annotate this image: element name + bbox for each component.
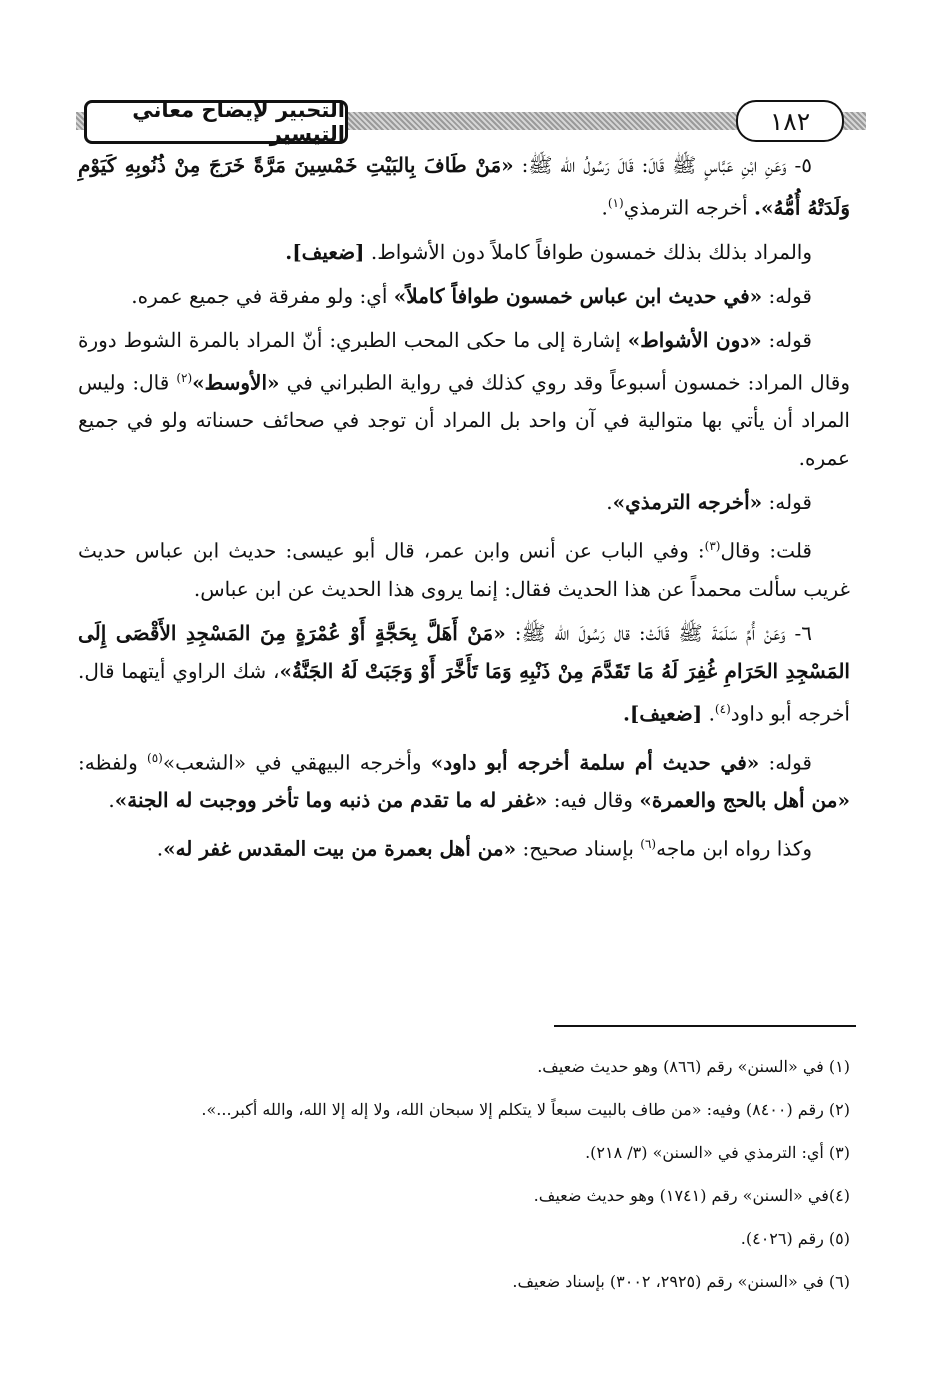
footnotes bbox=[78, 1055, 850, 1313]
punctuation: . bbox=[601, 195, 608, 220]
commentary-text: وأخرجه البيهقي في «الشعب» bbox=[162, 750, 422, 775]
commentary-paragraph bbox=[78, 825, 850, 868]
footnote-6: (٦) في «السنن» رقم (٢٩٢٥، ٣٠٠٢) بإسناد ضعيف. bbox=[512, 1272, 850, 1291]
commentary-quote: «الأوسط» bbox=[192, 370, 280, 395]
footnote-ref: (٤) bbox=[714, 701, 731, 716]
page-header bbox=[76, 98, 866, 144]
commentary-text: قال: وليس المراد أن يأتي بها متوالية في آن واحد بل المراد أن توجد في صحائف حسناته ولو في جميع عمره. bbox=[78, 370, 850, 471]
hadith-paragraph-5 bbox=[78, 146, 850, 227]
commentary-text: وقال فيه: bbox=[553, 788, 633, 813]
footnote-ref: (٦) bbox=[640, 837, 657, 852]
commentary-quote: «غفر له ما تقدم من ذنبه وما تأخر ووجبت له الجنة» bbox=[114, 788, 548, 813]
explanation-paragraph bbox=[78, 233, 850, 271]
hadith-text: «مَنْ طَافَ بِالبَيْتِ خَمْسِينَ مَرَّةً خَرَجَ مِنْ ذُنُوبِهِ كَيَوْمِ وَلَدَتْهُ أُمُّهُ». bbox=[78, 153, 850, 220]
footnote-ref: (١) bbox=[607, 196, 624, 210]
book-title: التحبير لإيضاح معاني التيسير bbox=[84, 100, 348, 144]
footnote-ref: (٥) bbox=[147, 750, 163, 765]
explanation-text: والمراد بذلك بذلك خمسون طوافاً كاملاً دون الأشواط. bbox=[370, 239, 812, 264]
commentary-paragraph bbox=[78, 527, 850, 608]
footnote-2: (٢) رقم (٨٤٠٠) وفيه: «من طاف بالبيت سبعاً لا يتكلم إلا سبحان الله، ولا إله إلا الله، والله أكبر...». bbox=[201, 1100, 850, 1119]
page-number: ١٨٢ bbox=[736, 100, 844, 142]
main-text bbox=[78, 146, 850, 874]
commentary-lead: قوله: bbox=[768, 750, 812, 775]
commentary-paragraph bbox=[78, 739, 850, 820]
hadith-paragraph-6 bbox=[78, 614, 850, 733]
grade-label: [ضعيف]. bbox=[285, 239, 365, 264]
footnote-1: (١) في «السنن» رقم (٨٦٦) وهو حديث ضعيف. bbox=[537, 1057, 850, 1076]
commentary-text: إشارة إلى ما حكى المحب الطبري: أنّ المراد بالمرة الشوط دورة وقال المراد: خمسون أسبوعاً وقد روي كذلك في رواية الطبراني في bbox=[78, 327, 850, 395]
footnote-4: (٤)في «السنن» رقم (١٧٤١) وهو حديث ضعيف. bbox=[533, 1186, 850, 1205]
commentary-lead: قوله: bbox=[768, 490, 812, 515]
commentary-quote: «أخرجه الترمذي» bbox=[612, 490, 763, 515]
commentary-lead: قوله: bbox=[768, 327, 812, 352]
hadith-source: أخرجه الترمذي bbox=[623, 195, 748, 220]
commentary-text: : وفي الباب عن أنس وابن عمر، قال أبو عيسى: حديث ابن عباس حديث غريب سألت محمداً عن هذا الحديث فقال: إنما يروى هذا الحديث عن ابن عباس. bbox=[78, 538, 850, 601]
commentary-lead: قلت: وقال bbox=[720, 538, 812, 563]
commentary-quote: «من أهل بعمرة من بيت المقدس غفر له» bbox=[163, 836, 517, 861]
hadith-text: «مَنْ أَهَلَّ بِحَجَّةٍ أَوْ عُمْرَةٍ مِنَ المَسْجِدِ الأَقْصَى إِلَى المَسْجِدِ الحَرَامِ غُفِرَ لَهُ مَا تَقَدَّمَ مِنْ ذَنْبِهِ وَمَا تَأَخَّرَ أَوْ وَجَبَتْ لَهُ الجَنَّةُ» bbox=[78, 620, 850, 683]
footnote-3: (٣) أي: الترمذي في «السنن» (٣/ ٢١٨). bbox=[585, 1143, 850, 1162]
commentary-quote: «دون الأشواط» bbox=[627, 327, 762, 352]
commentary-lead: قوله: bbox=[768, 283, 812, 308]
punctuation: . bbox=[156, 836, 164, 861]
commentary-lead: وكذا رواه ابن ماجه bbox=[656, 836, 812, 861]
commentary-quote: «في حديث ابن عباس خمسون طوافاً كاملاً» bbox=[393, 283, 763, 308]
footnote-divider bbox=[554, 1025, 856, 1027]
commentary-quote: «في حديث أم سلمة أخرجه أبو داود» bbox=[430, 750, 760, 775]
commentary-paragraph bbox=[78, 277, 850, 315]
commentary-paragraph bbox=[78, 483, 850, 521]
punctuation: . bbox=[606, 490, 613, 515]
footnote-5: (٥) رقم (٤٠٢٦). bbox=[740, 1229, 850, 1248]
commentary-text: أي: ولو مفرقة في جميع عمره. bbox=[131, 283, 388, 308]
footnote-ref: (٢) bbox=[176, 370, 193, 385]
commentary-paragraph bbox=[78, 321, 850, 478]
hadith-source: ، شك الراوي أيتهما قال. أخرجه أبو داود bbox=[78, 658, 850, 726]
footnote-ref: (٣) bbox=[704, 539, 721, 554]
commentary-quote: «من أهل بالحج والعمرة» bbox=[639, 788, 850, 813]
hadith-intro: ٦- وَعَنْ أُمِّ سَلَمَةَ ﷺ قَالَتْ: قال رَسُولَ الله ﷺ: bbox=[514, 620, 812, 645]
hadith-intro: ٥- وَعَنِ ابْنِ عَبَّاسٍ ﷺ قَالَ: قَالَ رَسُولُ الله ﷺ: bbox=[521, 153, 812, 177]
grade-label: [ضعيف]. bbox=[622, 701, 703, 726]
commentary-text: ولفظه: bbox=[78, 750, 138, 775]
punctuation: . bbox=[708, 701, 715, 726]
punctuation: . bbox=[108, 788, 115, 813]
commentary-text: بإسناد صحيح: bbox=[522, 836, 634, 861]
